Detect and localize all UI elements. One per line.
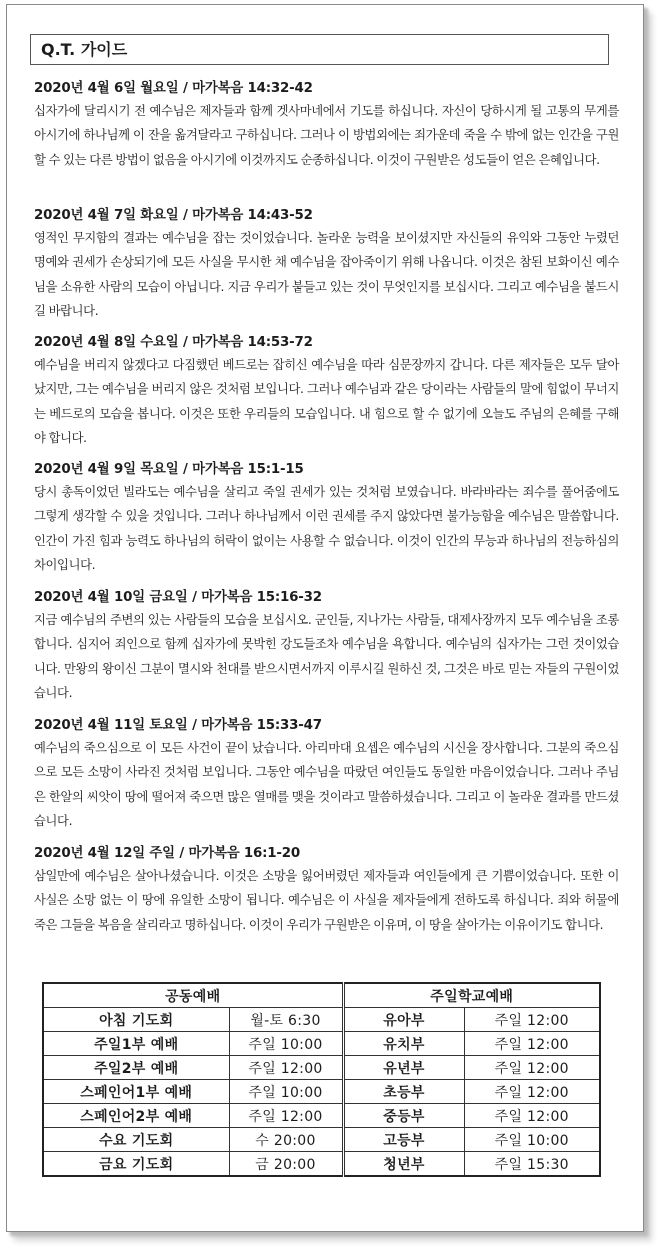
department-name: 고등부 (343, 1128, 464, 1152)
service-name: 금요 기도회 (43, 1152, 229, 1177)
department-name: 청년부 (343, 1152, 464, 1177)
entry-date: 2020년 4월 10일 금요일 / 마가복음 15:16-32 (34, 590, 322, 605)
department-time: 주일 12:00 (464, 1104, 600, 1128)
table-row (43, 1152, 600, 1177)
table-row (43, 1128, 600, 1152)
worship-schedule-table (42, 982, 601, 1177)
qt-entry (34, 588, 619, 706)
service-name: 스페인어2부 예배 (43, 1104, 229, 1128)
service-time: 주일 10:00 (229, 1032, 343, 1056)
entry-date: 2020년 4월 12일 주일 / 마가복음 16:1-20 (34, 846, 300, 861)
department-name: 유치부 (343, 1032, 464, 1056)
department-name: 유아부 (343, 1008, 464, 1032)
qt-entry (34, 844, 619, 937)
common-worship-header: 공동예배 (43, 983, 343, 1008)
department-name: 중등부 (343, 1104, 464, 1128)
entry-date: 2020년 4월 9일 목요일 / 마가복음 15:1-15 (34, 462, 304, 477)
entry-date: 2020년 4월 6일 월요일 / 마가복음 14:32-42 (34, 81, 313, 96)
department-time: 주일 12:00 (464, 1056, 600, 1080)
service-time: 주일 12:00 (229, 1056, 343, 1080)
table-row (43, 1032, 600, 1056)
qt-entry (34, 79, 619, 172)
entry-date: 2020년 4월 11일 토요일 / 마가복음 15:33-47 (34, 718, 322, 733)
entry-body: 영적인 무지함의 결과는 예수님을 잡는 것이었습니다. 놀라운 능력을 보이셨지만 자신들의 유익와 그동안 누렸던 명예와 권세가 손상되기에 모든 사실을 무시한 채 예수님을 잡아죽이기 위해 나옵니다. 이것은 참된 보화이신 예수님을 소유한 사람의 모습이 아닙니다. 지금 우리가 붙들고 있는 것이 무엇인지를 보십시다. 그리고 예수님을 붙드시길 바랍니다. (34, 231, 619, 319)
service-name: 스페인어1부 예배 (43, 1080, 229, 1104)
entry-body: 예수님의 죽으심으로 이 모든 사건이 끝이 났습니다. 아리마대 요셉은 예수님의 시신을 장사합니다. 그분의 죽으심으로 모든 소망이 사라진 것처럼 보입니다. 그동안 예수님을 따랐던 여인들도 동일한 마음이었습니다. 그러나 주님은 한알의 씨앗이 땅에 떨어져 죽으면 많은 열매를 맺을 것이라고 말씀하셨습니다. 그리고 이 놀라운 결과를 만드셨습니다. (34, 741, 619, 829)
department-name: 유년부 (343, 1056, 464, 1080)
entry-body: 지금 예수님의 주변의 있는 사람들의 모습을 보십시오. 군인들, 지나가는 사람들, 대제사장까지 모두 예수님을 조롱합니다. 심지어 죄인으로 함께 십자가에 못박힌 강도들조차 예수님을 욕합니다. 예수님의 십자가는 그런 것이었습니다. 만왕의 왕이신 그분이 멸시와 천대를 받으시면서까지 이루시길 원하신 것, 그것은 바로 믿는 자들의 구원이었습니다. (34, 613, 619, 701)
service-time: 주일 10:00 (229, 1080, 343, 1104)
table-header-row (43, 983, 600, 1008)
entry-body: 당시 총독이었던 빌라도는 예수님을 살리고 죽일 권세가 있는 것처럼 보였습니다. 바라바라는 죄수를 풀어줌에도 그렇게 생각할 수 있을 것입니다. 그러나 하나님께서 이런 권세를 주지 않았다면 불가능함을 예수님은 말씀합니다. 인간이 가진 힘과 능력도 하나님의 허락이 없이는 사용할 수 없습니다. 이것이 인간의 무능과 하나님의 전능하심의 차이입니다. (34, 485, 619, 573)
table-row (43, 1056, 600, 1080)
department-time: 주일 15:30 (464, 1152, 600, 1177)
service-time: 주일 12:00 (229, 1104, 343, 1128)
qt-entry (34, 206, 619, 324)
entry-date: 2020년 4월 7일 화요일 / 마가복음 14:43-52 (34, 208, 313, 223)
qt-entry (34, 716, 619, 834)
sunday-school-header: 주일학교예배 (343, 983, 600, 1008)
entry-body: 삼일만에 예수님은 살아나셨습니다. 이것은 소망을 잃어버렸던 제자들과 여인들에게 큰 기쁨이었습니다. 또한 이 사실은 소망 없는 이 땅에 유일한 소망이 됩니다. 예수님은 이 사실을 제자들에게 전하도록 하십니다. 죄와 허물에 죽은 그들을 복음을 살리라고 명하십니다. 이것이 우리가 구원받은 이유며, 이 땅을 살아가는 이유이기도 합니다. (34, 869, 619, 932)
entry-body: 십자가에 달리시기 전 예수님은 제자들과 함께 겟사마네에서 기도를 하십니다. 자신이 당하시게 될 고통의 무게를 아시기에 하나님께 이 잔을 옮겨달라고 구하십니다. 그러나 이 방법외에는 죄가운데 죽을 수 밖에 없는 인간을 구원할 수 있는 다른 방법이 없음을 아시기에 이것까지도 순종하십니다. 이것이 구원받은 성도들이 얻은 은혜입니다. (34, 104, 619, 167)
entry-date: 2020년 4월 8일 수요일 / 마가복음 14:53-72 (34, 335, 313, 350)
service-name: 수요 기도회 (43, 1128, 229, 1152)
service-name: 주일1부 예배 (43, 1032, 229, 1056)
qt-entry (34, 333, 619, 451)
department-time: 주일 10:00 (464, 1128, 600, 1152)
department-name: 초등부 (343, 1080, 464, 1104)
department-time: 주일 12:00 (464, 1080, 600, 1104)
service-time: 월-토 6:30 (229, 1008, 343, 1032)
table-row (43, 1080, 600, 1104)
service-time: 수 20:00 (229, 1128, 343, 1152)
qt-entry (34, 460, 619, 578)
department-time: 주일 12:00 (464, 1032, 600, 1056)
entry-body: 예수님을 버리지 않겠다고 다짐했던 베드로는 잡히신 예수님을 따라 심문장까지 갑니다. 다른 제자들은 모두 달아났지만, 그는 예수님을 버리지 않은 것처럼 보입니다. 그러나 예수님과 같은 당이라는 사람들의 말에 힘없이 무너지는 베드로의 모습을 봅니다. 이것은 또한 우리들의 모습입니다. 내 힘으로 할 수 없기에 오늘도 주님의 은혜를 구해야 합니다. (34, 358, 619, 446)
service-time: 금 20:00 (229, 1152, 343, 1177)
service-name: 아침 기도회 (43, 1008, 229, 1032)
service-name: 주일2부 예배 (43, 1056, 229, 1080)
table-row (43, 1104, 600, 1128)
table-row (43, 1008, 600, 1032)
guide-title: Q.T. 가이드 (30, 34, 609, 65)
department-time: 주일 12:00 (464, 1008, 600, 1032)
